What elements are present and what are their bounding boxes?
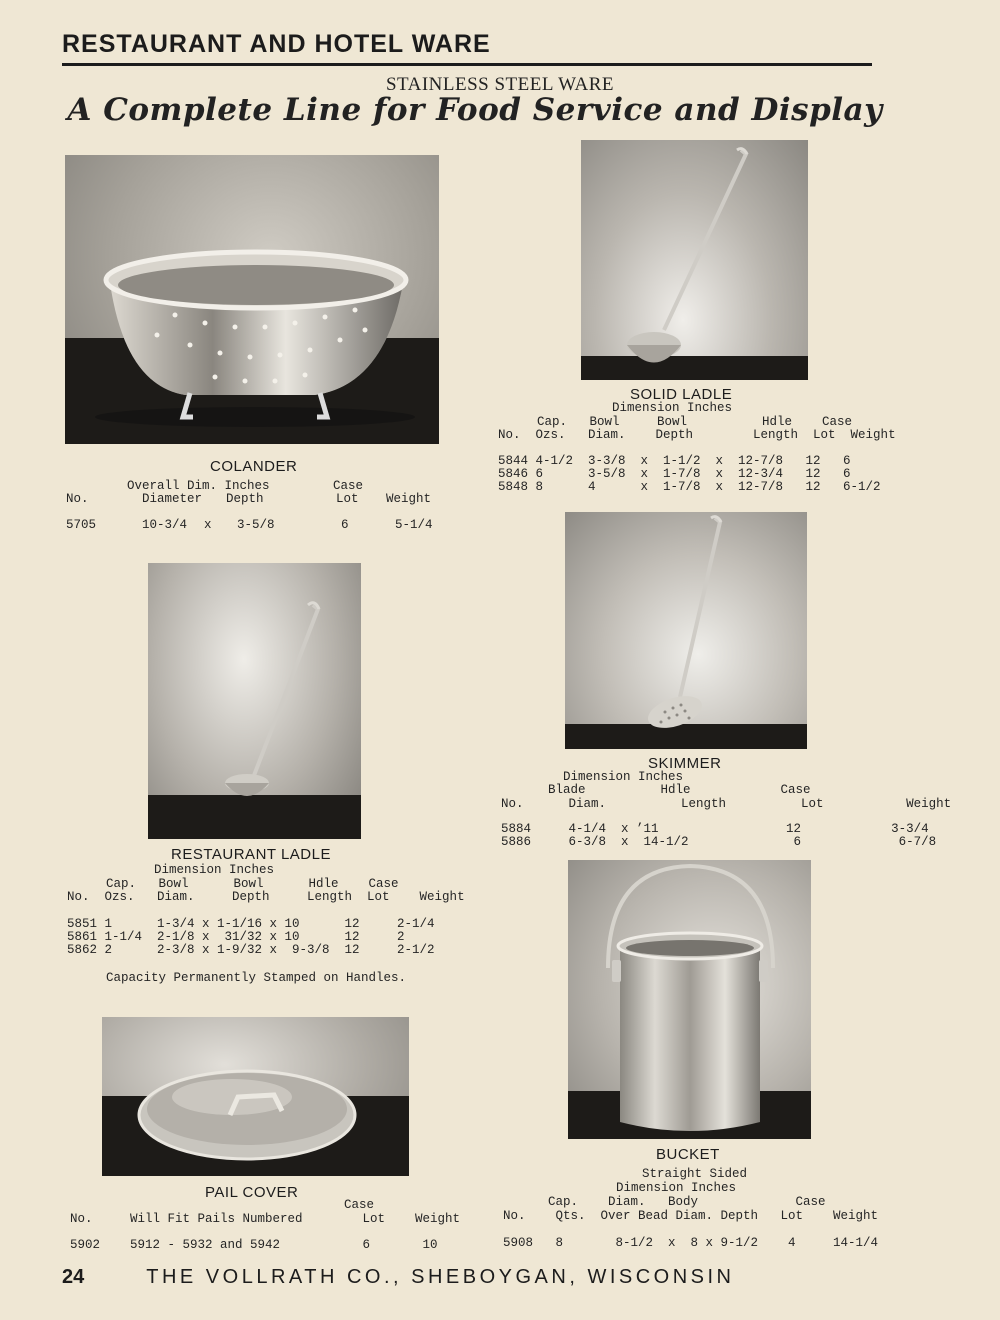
colander-row-weight: 5-1/4 bbox=[395, 518, 433, 532]
solid-ladle-title: SOLID LADLE bbox=[630, 386, 733, 403]
restaurant-ladle-header-row2: No. Ozs. Diam. Depth Length Lot Weight bbox=[67, 890, 465, 904]
colander-title: COLANDER bbox=[210, 458, 298, 475]
colander-weight-header: Weight bbox=[386, 492, 432, 506]
bucket-sub-dimension: Dimension Inches bbox=[616, 1181, 737, 1195]
solid-ladle-row: 5848 8 4 x 1-7/8 x 12-7/8 12 6-1/2 bbox=[498, 480, 881, 494]
page-subtitle: STAINLESS STEEL WARE bbox=[385, 74, 615, 95]
colander-row-depth: 3-5/8 bbox=[237, 518, 275, 532]
solid-ladle-row: 5846 6 3-5/8 x 1-7/8 x 12-3/4 12 6 bbox=[498, 467, 851, 481]
pail-cover-photo bbox=[102, 1017, 409, 1176]
header-rule bbox=[62, 63, 872, 66]
skimmer-row: 5884 4-1/4 x ’11 12 3-3/4 bbox=[501, 822, 929, 836]
solid-ladle-header-row1: Cap. Bowl Bowl Hdle Case bbox=[537, 415, 853, 429]
restaurant-ladle-row: 5851 1 1-3/4 x 1-1/16 x 10 12 2-1/4 bbox=[67, 917, 435, 931]
pail-cover-case-header: Case bbox=[344, 1198, 375, 1212]
pail-cover-header-row: No. Will Fit Pails Numbered Lot Weight bbox=[70, 1212, 461, 1226]
restaurant-ladle-photo bbox=[148, 563, 361, 839]
restaurant-ladle-title: RESTAURANT LADLE bbox=[171, 846, 331, 863]
page-number: 24 bbox=[62, 1266, 85, 1288]
bucket-title: BUCKET bbox=[656, 1146, 720, 1163]
colander-row-case: 6 bbox=[341, 518, 349, 532]
colander-photo bbox=[65, 155, 439, 444]
script-title: A Complete Line for Food Service and Display bbox=[67, 92, 883, 128]
bucket-photo bbox=[568, 860, 811, 1139]
restaurant-ladle-row: 5862 2 2-3/8 x 1-9/32 x 9-3/8 12 2-1/2 bbox=[67, 943, 435, 957]
skimmer-header-row2: No. Diam. Length Lot Weight bbox=[501, 797, 952, 811]
pail-cover-title: PAIL COVER bbox=[205, 1184, 299, 1201]
skimmer-header-row1: Blade Hdle Case bbox=[548, 783, 811, 797]
colander-no-header: No. bbox=[66, 492, 89, 506]
bucket-row: 5908 8 8-1/2 x 8 x 9-1/2 4 14-1/4 bbox=[503, 1236, 879, 1250]
bucket-header-row1: Cap. Diam. Body Case bbox=[548, 1195, 826, 1209]
restaurant-ladle-header-row1: Cap. Bowl Bowl Hdle Case bbox=[106, 877, 399, 891]
restaurant-ladle-dim-header: Dimension Inches bbox=[154, 863, 275, 877]
colander-case-header: Case bbox=[333, 479, 364, 493]
solid-ladle-header-row2: No. Ozs. Diam. Depth Length Lot Weight bbox=[498, 428, 896, 442]
skimmer-dim-header: Dimension Inches bbox=[563, 770, 684, 784]
page-header: RESTAURANT AND HOTEL WARE bbox=[62, 30, 491, 58]
skimmer-title: SKIMMER bbox=[648, 755, 722, 772]
colander-dim-header: Overall Dim. Inches bbox=[127, 479, 270, 493]
solid-ladle-dim-header: Dimension Inches bbox=[612, 401, 733, 415]
restaurant-ladle-row: 5861 1-1/4 2-1/8 x 31/32 x 10 12 2 bbox=[67, 930, 405, 944]
pail-cover-row: 5902 5912 - 5932 and 5942 6 10 bbox=[70, 1238, 438, 1252]
skimmer-photo bbox=[565, 512, 807, 749]
colander-diameter-header: Diameter bbox=[142, 492, 203, 506]
bucket-header-row2: No. Qts. Over Bead Diam. Depth Lot Weight bbox=[503, 1209, 879, 1223]
page-footer bbox=[62, 1266, 735, 1289]
colander-row-diam: 10-3/4 bbox=[142, 518, 188, 532]
footer-company: THE VOLLRATH CO., SHEBOYGAN, WISCONSIN bbox=[146, 1266, 735, 1288]
colander-depth-header: Depth bbox=[226, 492, 264, 506]
colander-row-x: x bbox=[204, 518, 212, 532]
bucket-sub-straight: Straight Sided bbox=[642, 1167, 748, 1181]
solid-ladle-photo bbox=[581, 140, 808, 380]
skimmer-row: 5886 6-3/8 x 14-1/2 6 6-7/8 bbox=[501, 835, 937, 849]
colander-lot-header: Lot bbox=[336, 492, 359, 506]
solid-ladle-row: 5844 4-1/2 3-3/8 x 1-1/2 x 12-7/8 12 6 bbox=[498, 454, 851, 468]
capacity-note: Capacity Permanently Stamped on Handles. bbox=[106, 971, 407, 985]
colander-row-no: 5705 bbox=[66, 518, 97, 532]
